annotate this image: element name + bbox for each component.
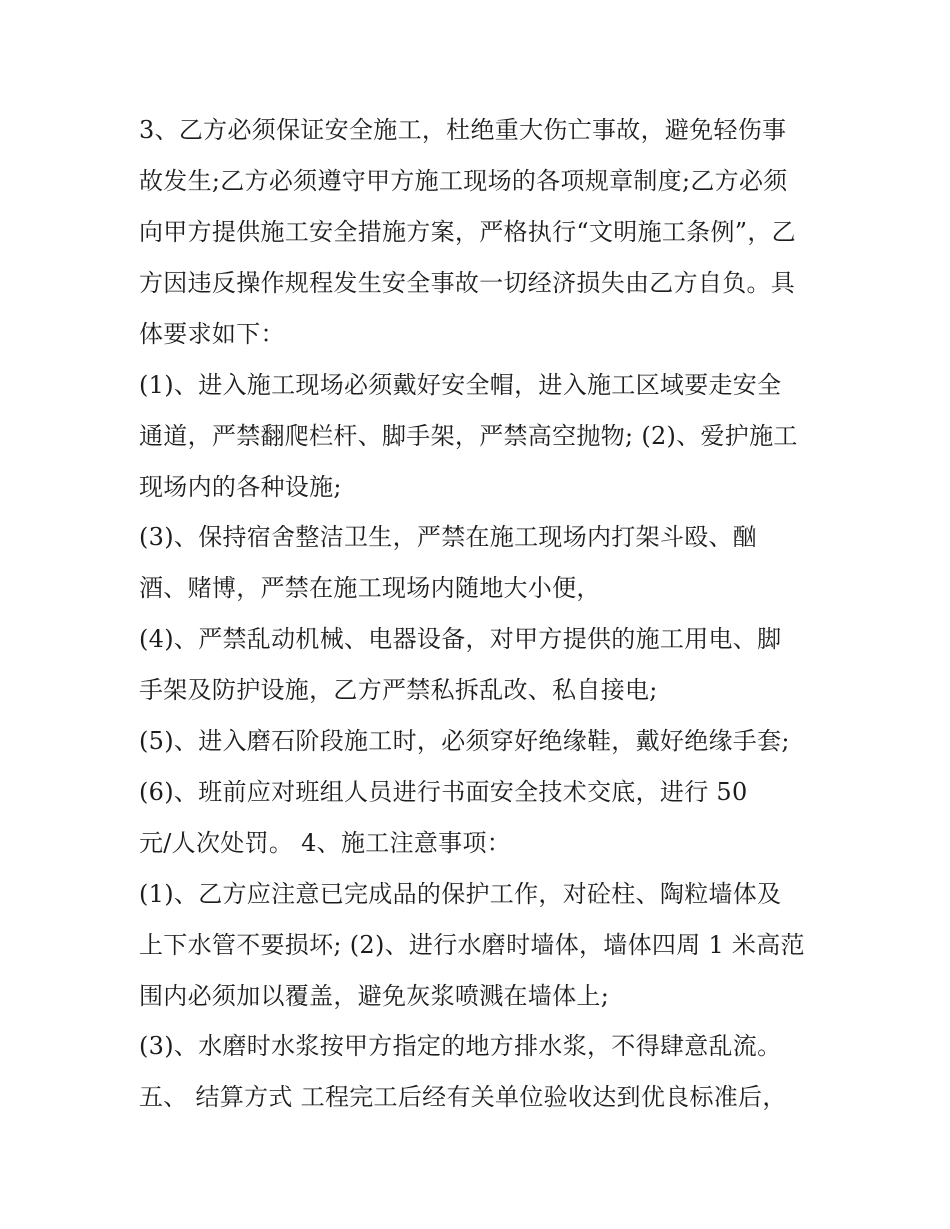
text-line: 围内必须加以覆盖，避免灰浆喷溅在墙体上; [139, 982, 610, 1010]
text-line: 现场内的各种设施; [139, 473, 342, 501]
text-line: 手架及防护设施，乙方严禁私拆乱改、私自接电; [139, 676, 658, 704]
text-line: (5)、进入磨石阶段施工时，必须穿好绝缘鞋，戴好绝缘手套; [139, 727, 790, 755]
text-line: (3)、保持宿舍整洁卫生，严禁在施工现场内打架斗殴、酗 [139, 523, 758, 551]
text-line: 通道，严禁翻爬栏杆、脚手架，严禁高空抛物; (2)、爱护施工 [139, 422, 798, 450]
text-line: 五、 结算方式 工程完工后经有关单位验收达到优良标准后， [139, 1083, 787, 1111]
text-line: (6)、班前应对班组人员进行书面安全技术交底，进行 50 [139, 778, 748, 806]
text-line: 上下水管不要损坏; (2)、进行水磨时墙体，墙体四周 1 米高范 [139, 931, 805, 959]
text-line: 体要求如下： [139, 320, 285, 348]
text-line: 故发生;乙方必须遵守甲方施工现场的各项规章制度;乙方必须 [139, 167, 788, 195]
text-line: 3、乙方必须保证安全施工，杜绝重大伤亡事故，避免轻伤事 [139, 116, 787, 144]
text-line: (1)、乙方应注意已完成品的保护工作，对砼柱、陶粒墙体及 [139, 880, 782, 908]
text-line: 酒、赌博，严禁在施工现场内随地大小便， [139, 574, 601, 602]
text-line: 元/人次处罚。 4、施工注意事项： [139, 829, 512, 857]
text-line: (3)、水磨时水浆按甲方指定的地方排水浆，不得肆意乱流。 [139, 1032, 782, 1060]
text-line: 向甲方提供施工安全措施方案，严格执行“文明施工条例”，乙 [139, 218, 796, 246]
text-line: (4)、严禁乱动机械、电器设备，对甲方提供的施工用电、脚 [139, 625, 782, 653]
text-line: 方因违反操作规程发生安全事故一切经济损失由乙方自负。具 [139, 269, 796, 297]
text-line: (1)、进入施工现场必须戴好安全帽，进入施工区域要走安全 [139, 371, 782, 399]
